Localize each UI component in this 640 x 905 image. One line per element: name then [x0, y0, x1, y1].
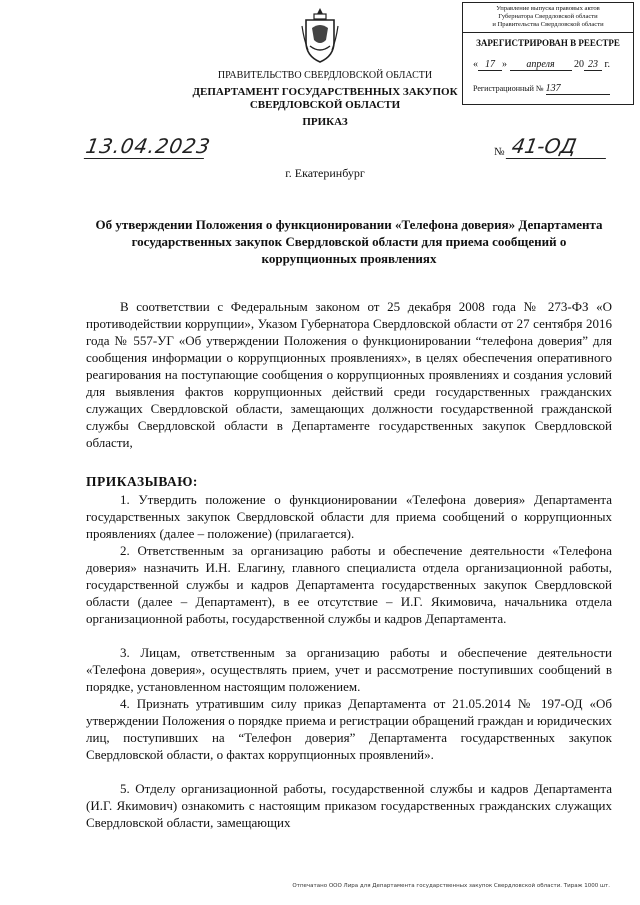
stamp-header-line: и Правительства Свердловской области: [492, 21, 604, 28]
stamp-year-suffix: 23: [584, 59, 602, 71]
number-sign: №: [494, 146, 505, 158]
stamp-date: [473, 59, 610, 71]
stamp-reg-number: 137: [546, 83, 610, 95]
prikazyvayu-heading: ПРИКАЗЫВАЮ:: [86, 474, 198, 489]
document-type: ПРИКАЗ: [302, 116, 348, 128]
stamp-registration: [473, 83, 610, 95]
stamp-quote-open: «: [473, 59, 478, 70]
order-item-2: 2. Ответственным за организацию работы и обеспечение деятельности «Телефона доверия» назначить И.Н. Елагину, главного специалиста отдела организационной работы, государственной службы и кадров Департамента государственных закупок Свердловской области (далее – Департамент), в ее отсутствие – И.Г. Якимовича, начальника отдела организационной работы, государственной службы и кадров Департамента.: [86, 543, 612, 626]
order-item-3: 3. Лицам, ответственным за организацию работы и обеспечение деятельности «Телефона доверия», осуществлять прием, учет и рассмотрение поступивших сообщений в порядке, установленном настоящим положением.: [86, 645, 612, 694]
order-item-5: 5. Отделу организационной работы, государственной службы и кадров Департамента (И.Г. Якимович) ознакомить с настоящим приказом государственных гражданских служащих Свердловской области, замещающих: [86, 781, 612, 830]
print-footer: Отпечатано ООО Лира для Департамента государственных закупок Свердловской области. Тираж 1000 шт.: [292, 883, 610, 889]
department-name: [160, 86, 490, 112]
stamp-quote-close: »: [502, 59, 507, 70]
order-item-4: 4. Признать утратившим силу приказ Департамента от 21.05.2014 № 197-ОД «Об утверждении Положения о порядке приема и регистрации обращений граждан и юридических лиц, поступивших на “Телефон доверия” Департамента государственных закупок Свердловской области, о фактах коррупционных проявлений».: [86, 696, 612, 762]
stamp-header-line: Губернатора Свердловской области: [498, 13, 598, 20]
order-item-1: 1. Утвердить положение о функционировании «Телефона доверия» Департамента государственных закупок Свердловской области для приема сообщений о коррупционных проявлениях (далее – положение) (прилагается).: [86, 492, 612, 541]
stamp-header-line: Управление выпуска правовых актов: [496, 5, 600, 12]
department-line: СВЕРДЛОВСКОЙ ОБЛАСТИ: [249, 99, 401, 111]
document-title: Об утверждении Положения о функционировании «Телефона доверия» Департамента государственных закупок Свердловской области для приема сообщений о коррупционных проявлениях: [95, 217, 603, 266]
stamp-year-unit: г.: [604, 59, 610, 70]
government-name: ПРАВИТЕЛЬСТВО СВЕРДЛОВСКОЙ ОБЛАСТИ: [217, 70, 433, 81]
stamp-month: апреля: [510, 59, 572, 71]
city-name: г. Екатеринбург: [285, 166, 365, 180]
preamble-paragraph: В соответствии с Федеральным законом от 25 декабря 2008 года № 273-ФЗ «О противодействии коррупции», Указом Губернатора Свердловской области от 27 сентября 2016 года № 557-УГ «Об утверждении Положения о функционировании “телефона доверия” для сообщения информации о коррупционных проявлениях», в целях обеспечения оперативного реагирования на поступающие сообщения о коррупционных проявлениях и создания условий для выявления фактов коррупционных действий среди государственных гражданских служащих Свердловской области, замещающих должности государственной гражданской службы Свердловской области в Департаменте государственных закупок Свердловской области,: [86, 299, 612, 450]
coat-of-arms-emblem: [300, 6, 340, 64]
stamp-title: ЗАРЕГИСТРИРОВАН В РЕЕСТРЕ: [476, 38, 620, 48]
order-date-handwritten: 13.04.2023: [83, 134, 213, 158]
stamp-header: [463, 3, 633, 33]
stamp-reg-label: Регистрационный №: [473, 84, 544, 93]
order-number-handwritten: 41-ОД: [506, 134, 610, 159]
stamp-day: 17: [478, 59, 502, 71]
department-line: ДЕПАРТАМЕНТ ГОСУДАРСТВЕННЫХ ЗАКУПОК: [192, 86, 458, 98]
stamp-year-prefix: 20: [574, 59, 584, 70]
